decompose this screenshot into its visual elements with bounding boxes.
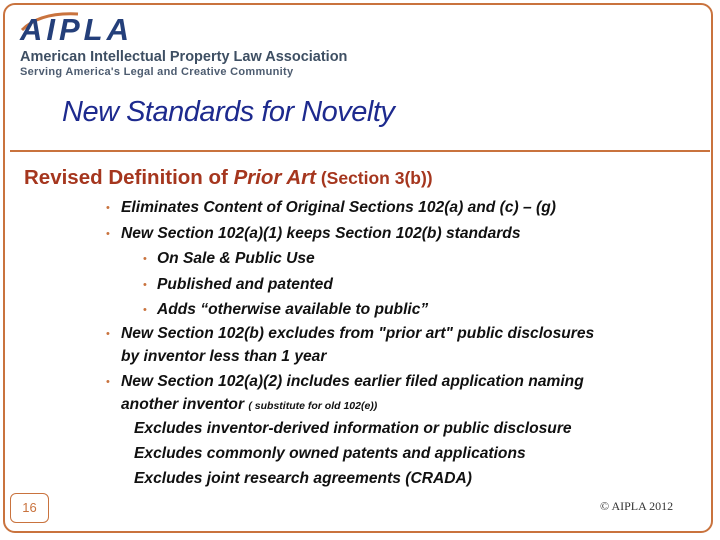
exclusion-text: Excludes commonly owned patents and applications	[134, 445, 526, 462]
bullet-dot-icon: •	[106, 376, 110, 388]
sub-bullet-dot-icon: •	[143, 279, 147, 291]
bullet-text: Eliminates Content of Original Sections 102(a) and (c) – (g)	[121, 199, 556, 216]
title-divider	[10, 150, 710, 152]
exclusion-text: Excludes inventor-derived information or public disclosure	[134, 420, 572, 437]
sub-bullet-text: On Sale & Public Use	[157, 250, 315, 267]
bullet-dot-icon: •	[106, 328, 110, 340]
bullet-text-continued	[121, 396, 377, 414]
bullet-text-part: another inventor	[121, 396, 245, 413]
exclusion-text: Excludes joint research agreements (CRADA)	[134, 470, 472, 487]
sub-bullet-text: Adds “otherwise available to public”	[157, 301, 429, 318]
logo-wordmark: AIPLA	[20, 12, 133, 47]
org-name: American Intellectual Property Law Association	[20, 49, 348, 65]
page-number: 16	[22, 500, 37, 515]
subheading-section: (Section 3(b))	[315, 168, 433, 188]
copyright: © AIPLA 2012	[600, 499, 674, 513]
sub-bullet-dot-icon: •	[143, 253, 147, 265]
bullet-dot-icon: •	[106, 228, 110, 240]
subheading	[24, 166, 433, 190]
bullet-dot-icon: •	[106, 202, 110, 214]
slide-title: New Standards for Novelty	[62, 96, 395, 128]
bullet-text: New Section 102(a)(1) keeps Section 102(b) standards	[121, 225, 521, 242]
bullet-text: New Section 102(a)(2) includes earlier filed application naming	[121, 373, 584, 390]
bullet-text-continued: by inventor less than 1 year	[121, 348, 327, 365]
subheading-emphasis: Prior Art	[233, 166, 316, 189]
org-tagline: Serving America's Legal and Creative Community	[20, 66, 294, 78]
bullet-note: ( substitute for old 102(e))	[248, 400, 378, 412]
sub-bullet-text: Published and patented	[157, 276, 333, 293]
sub-bullet-dot-icon: •	[143, 304, 147, 316]
bullet-text: New Section 102(b) excludes from "prior art" public disclosures	[121, 325, 595, 342]
subheading-text: Revised Definition of	[24, 166, 234, 189]
